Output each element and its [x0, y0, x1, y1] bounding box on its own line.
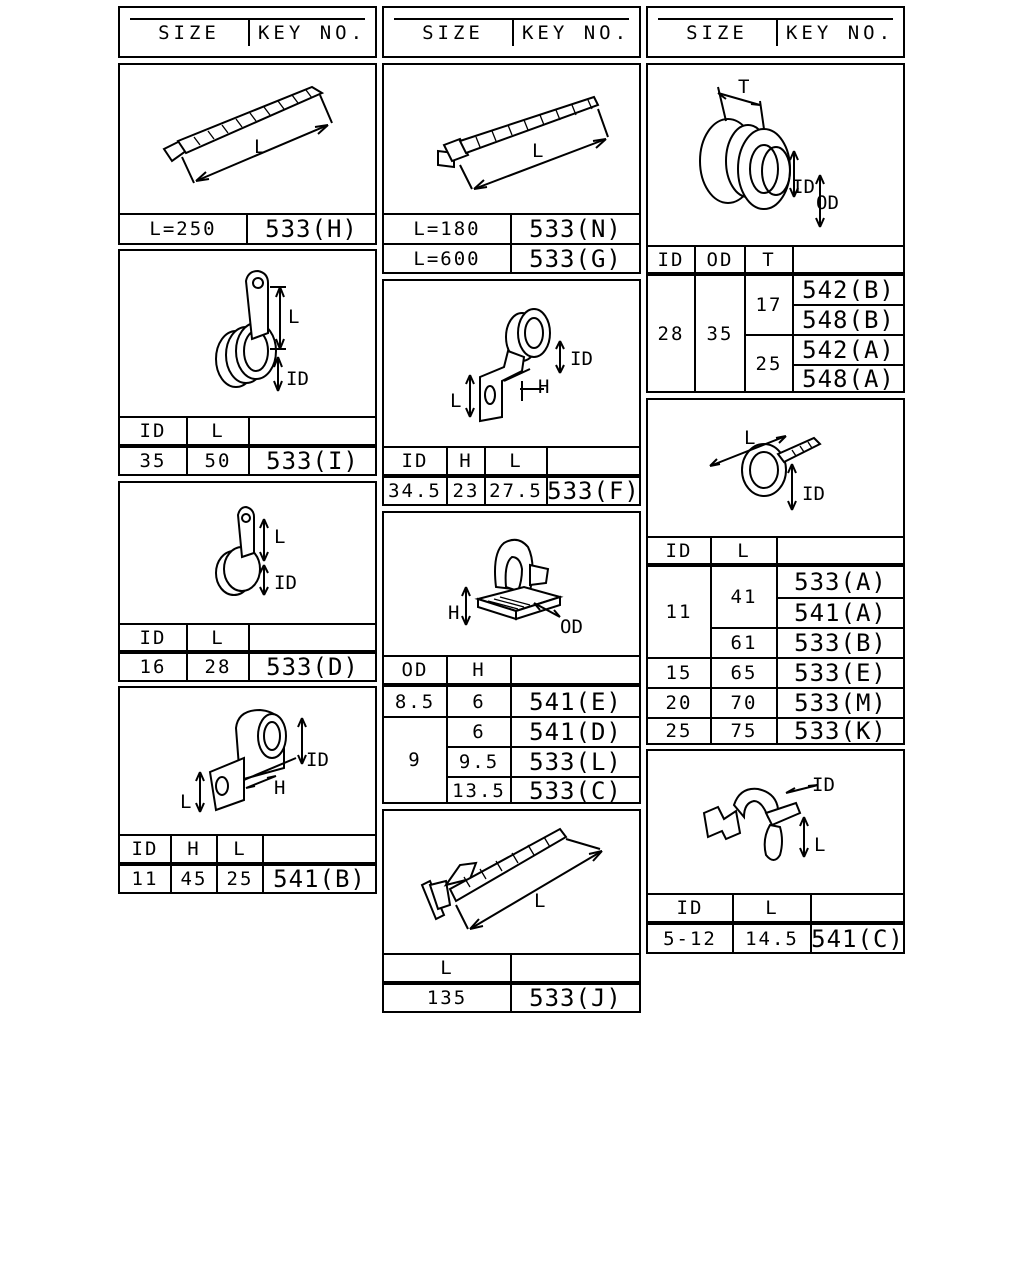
l-cell: 61	[730, 632, 758, 654]
key-no-cell: 533(B)	[794, 629, 887, 657]
key-no-cell: 548(B)	[802, 306, 895, 334]
od-cell: 9	[408, 749, 422, 771]
col-l-header: L	[211, 420, 225, 442]
key-no-cell: 541(E)	[529, 687, 622, 716]
key-no-cell: 533(N)	[529, 215, 622, 243]
dim-l-label: L	[532, 140, 544, 162]
col-id-header: ID	[657, 248, 685, 271]
dim-id-label: ID	[286, 368, 309, 390]
header-col3	[646, 6, 905, 58]
dim-od-label: OD	[560, 616, 583, 638]
key-no-cell: 533(L)	[529, 748, 622, 776]
part-cable-tie-533h	[118, 63, 377, 245]
l-cell: 65	[730, 662, 758, 684]
id-cell: 34.5	[388, 480, 442, 502]
dim-l-label: L	[254, 136, 266, 158]
key-no-cell: 533(D)	[266, 653, 359, 681]
dim-id-label: ID	[274, 572, 297, 594]
col-h-header: H	[472, 659, 486, 681]
key-no-cell: 548(A)	[802, 364, 895, 393]
loop-clamp-icon	[120, 251, 375, 416]
header-col2	[382, 6, 641, 58]
key-no-header: KEY NO.	[521, 22, 631, 44]
p-clamp-icon	[120, 688, 375, 834]
col-id-header: ID	[139, 626, 167, 649]
size-cell: L=250	[149, 218, 217, 240]
offset-clamp-icon	[384, 281, 639, 446]
l-cell: 70	[730, 692, 758, 714]
part-cable-tie-533n-533g	[382, 63, 641, 274]
l-cell: 25	[226, 868, 254, 890]
h-cell: 13.5	[452, 780, 506, 802]
col-l-header: L	[211, 626, 225, 649]
key-no-cell: 533(G)	[529, 244, 622, 273]
part-clamp-533d	[118, 481, 377, 682]
key-no-cell: 533(A)	[794, 568, 887, 596]
dim-l-label: L	[814, 834, 826, 856]
col-od-header: OD	[706, 248, 734, 271]
cable-tie-icon	[120, 65, 375, 213]
dim-l-label: L	[534, 890, 546, 912]
part-grommet	[646, 63, 905, 393]
key-no-cell: 533(I)	[266, 447, 359, 475]
key-no-cell: 533(J)	[529, 984, 622, 1012]
dim-l-label: L	[744, 427, 756, 449]
part-clip-541c	[646, 749, 905, 954]
id-cell: 15	[665, 662, 693, 684]
col-l-header: L	[765, 897, 779, 919]
l-cell: 41	[730, 586, 758, 608]
dim-h-label: H	[538, 376, 550, 398]
od-cell: 35	[706, 322, 734, 345]
id-cell: 5-12	[663, 927, 717, 950]
part-band-clamp	[646, 398, 905, 745]
dim-t-label: T	[738, 76, 750, 98]
h-cell: 6	[472, 721, 486, 743]
col-h-header: H	[187, 838, 201, 860]
id-cell: 11	[665, 601, 693, 623]
loop-clamp-icon	[120, 483, 375, 623]
dim-id-label: ID	[792, 176, 815, 198]
l-cell: 135	[426, 987, 468, 1009]
key-no-cell: 541(D)	[529, 718, 622, 746]
dim-l-label: L	[288, 306, 300, 328]
h-cell: 45	[180, 868, 208, 890]
wire-clip-icon	[648, 751, 903, 893]
part-clamp-541b	[118, 686, 377, 894]
dim-h-label: H	[274, 777, 286, 799]
l-cell: 27.5	[489, 480, 543, 502]
l-cell: 75	[730, 720, 758, 742]
part-clamp-533i	[118, 249, 377, 476]
l-cell: 28	[204, 656, 232, 678]
dim-od-label: OD	[816, 192, 839, 214]
cable-tie-icon	[384, 65, 639, 213]
key-no-cell: 533(C)	[529, 777, 622, 805]
grommet-icon	[648, 65, 903, 245]
col-h-header: H	[459, 450, 473, 472]
push-clip-icon	[384, 513, 639, 655]
col-l-header: L	[233, 838, 247, 860]
key-no-cell: 533(K)	[794, 717, 887, 745]
key-no-cell: 533(H)	[265, 215, 358, 243]
col-id-header: ID	[676, 897, 704, 919]
dim-l-label: L	[274, 526, 286, 548]
od-cell: 8.5	[394, 690, 436, 713]
h-cell: 6	[472, 690, 486, 713]
id-cell: 35	[139, 450, 167, 472]
key-no-cell: 541(C)	[811, 924, 904, 953]
t-cell: 25	[755, 352, 783, 375]
part-clip-541e	[382, 511, 641, 804]
col-l-header: L	[737, 539, 751, 562]
band-clamp-icon	[648, 400, 903, 536]
h-cell: 23	[452, 480, 480, 502]
size-cell: L=180	[413, 218, 481, 240]
id-cell: 20	[665, 692, 693, 714]
size-cell: L=600	[413, 247, 481, 270]
key-no-header: KEY NO.	[257, 22, 367, 44]
dim-l-label: L	[450, 390, 462, 412]
t-cell: 17	[755, 294, 783, 316]
dim-id-label: ID	[812, 774, 835, 796]
dim-id-label: ID	[306, 749, 329, 771]
col-id-header: ID	[401, 450, 429, 472]
col-l-header: L	[509, 450, 523, 472]
id-cell: 28	[657, 322, 685, 345]
key-no-cell: 533(E)	[794, 659, 887, 687]
key-no-cell: 542(B)	[802, 276, 895, 304]
header-col1	[118, 6, 377, 58]
col-od-header: OD	[401, 659, 429, 681]
size-header: SIZE	[422, 22, 484, 44]
part-clamp-533f	[382, 279, 641, 506]
key-no-cell: 541(B)	[273, 865, 366, 893]
id-cell: 16	[139, 656, 167, 678]
id-cell: 11	[131, 868, 159, 890]
key-no-cell: 542(A)	[802, 336, 895, 364]
key-no-header: KEY NO.	[785, 22, 895, 44]
key-no-cell: 533(M)	[794, 689, 887, 717]
key-no-cell: 533(F)	[547, 477, 640, 505]
dim-h-label: H	[448, 602, 460, 624]
col-id-header: ID	[665, 539, 693, 562]
size-header: SIZE	[158, 22, 220, 44]
id-cell: 25	[665, 720, 693, 742]
dim-l-label: L	[180, 791, 192, 813]
col-l-header: L	[440, 957, 454, 979]
col-id-header: ID	[139, 420, 167, 442]
size-header: SIZE	[686, 22, 748, 44]
col-id-header: ID	[131, 838, 159, 860]
h-cell: 9.5	[458, 751, 500, 773]
part-cable-tie-533j	[382, 809, 641, 1013]
l-cell: 50	[204, 450, 232, 472]
col-t-header: T	[762, 248, 776, 271]
key-no-cell: 541(A)	[794, 599, 887, 627]
dim-id-label: ID	[802, 483, 825, 505]
cable-tie-mount-icon	[384, 811, 639, 953]
dim-id-label: ID	[570, 348, 593, 370]
l-cell: 14.5	[745, 927, 799, 950]
